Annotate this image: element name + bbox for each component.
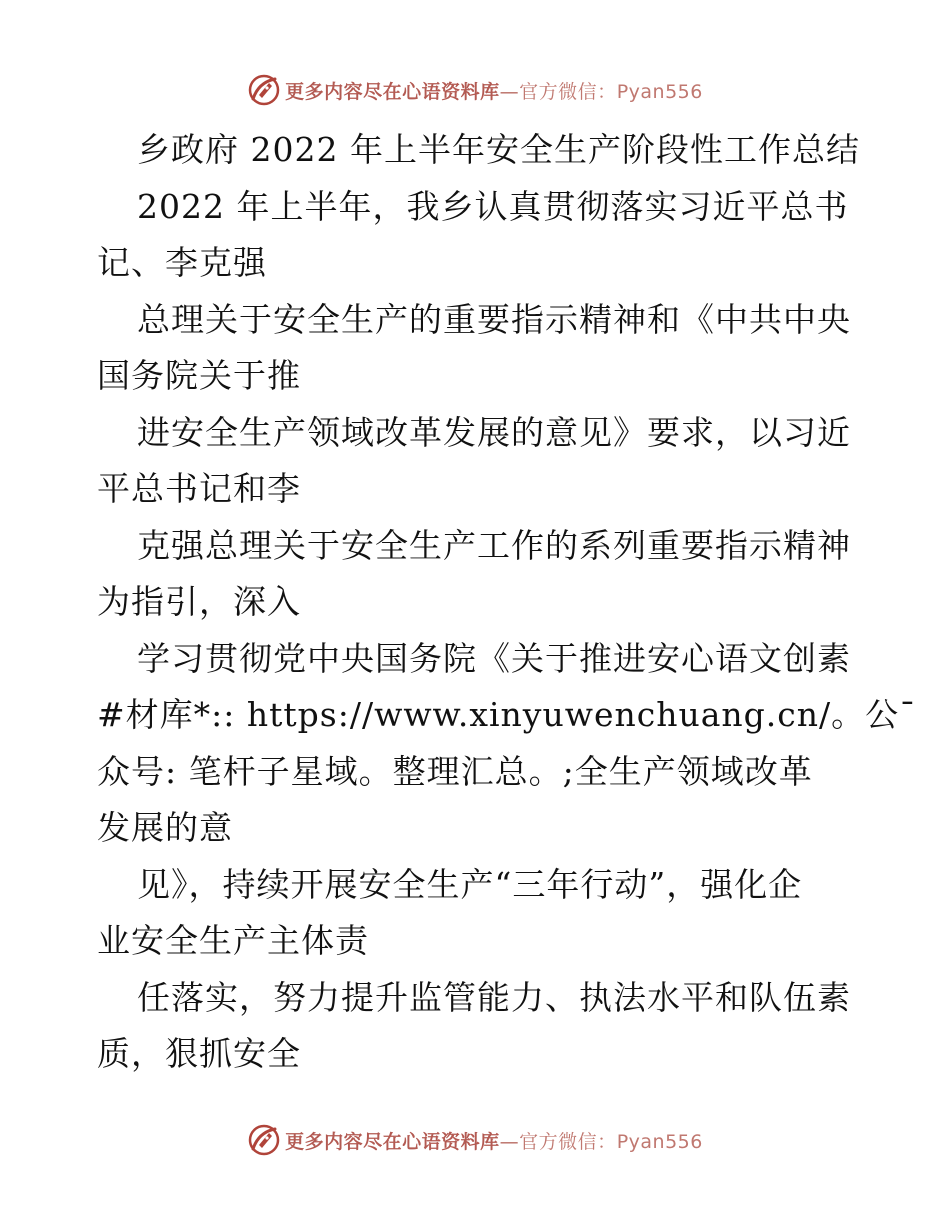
paragraph-line: 记、李克强 [97,243,267,282]
header-separator: — [499,80,520,103]
paragraph-line-url: #材库*:: https://www.xinyuwenchuang.cn/。公¯ [97,695,917,734]
document-title: 乡政府 2022 年上半年安全生产阶段性工作总结 [137,130,860,169]
header-wechat-id: Pyan556 [616,80,703,103]
paragraph-line: 克强总理关于安全生产工作的系列重要指示精神 [137,525,851,565]
footer-wechat-id: Pyan556 [616,1130,703,1153]
paragraph-line: 业安全生产主体责 [97,921,369,960]
header-banner [0,70,950,110]
paragraph-line: 国务院关于推 [97,356,301,395]
document-body [97,122,917,1083]
paragraph-line: 2022 年上半年，我乡认真贯彻落实习近平总书 [137,186,849,226]
footer-banner [0,1120,950,1160]
pen-nib-logo-icon [247,73,281,107]
pen-nib-logo-icon [247,1123,281,1157]
header-brand-text: 更多内容尽在心语资料库 [285,80,500,103]
paragraph-line: 质，狠抓安全 [97,1034,301,1073]
footer-separator: — [499,1130,520,1153]
paragraph-line: 众号: 笔杆子星域。整理汇总。;全生产领域改革 [97,751,813,791]
paragraph-line: 学习贯彻党中央国务院《关于推进安心语文创素 [137,638,851,678]
footer-brand-text: 更多内容尽在心语资料库 [285,1130,500,1153]
header-banner-text [285,77,703,104]
paragraph-line: 发展的意 [97,808,233,847]
header-wechat-label: 官方微信： [519,80,617,103]
paragraph-line: 进安全生产领域改革发展的意见》要求，以习近 [137,412,851,452]
footer-wechat-label: 官方微信： [519,1130,617,1153]
footer-banner-text [285,1127,703,1154]
paragraph-line: 平总书记和李 [97,469,301,508]
paragraph-line: 任落实，努力提升监管能力、执法水平和队伍素 [137,977,851,1017]
paragraph-line: 见》，持续开展安全生产“三年行动”，强化企 [137,864,803,904]
paragraph-line: 总理关于安全生产的重要指示精神和《中共中央 [137,299,851,339]
paragraph-line: 为指引，深入 [97,582,301,621]
